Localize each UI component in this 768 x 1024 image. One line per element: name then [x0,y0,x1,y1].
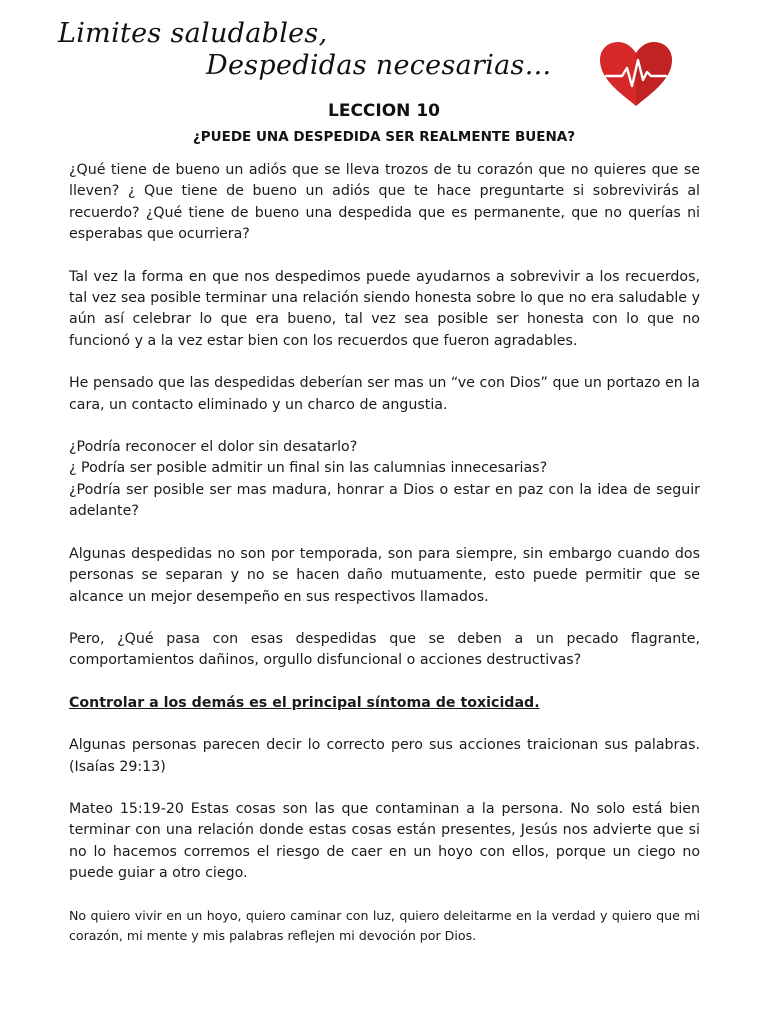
lesson-body [69,160,700,967]
question: ¿Podría ser posible ser mas madura, honrar a Dios o estar en paz con la idea de seguir adelante? [69,481,700,520]
question: ¿Podría reconocer el dolor sin desatarlo? [69,439,358,456]
questions-block [69,437,700,523]
question: ¿ Podría ser posible admitir un final sin las calumnias innecesarias? [69,460,548,477]
paragraph: Mateo 15:19-20 Estas cosas son las que contaminan a la persona. No solo está bien terminar con una relación donde estas cosas están presentes, Jesús nos advierte que si no lo hacemos corremos el riesgo de caer en un hoyo con ellos, porque un ciego no puede guiar a otro ciego. [69,800,700,882]
paragraph: ¿Qué tiene de bueno un adiós que se lleva trozos de tu corazón que no quieres que se lleven? ¿ Que tiene de bueno un adiós que te hace preguntarte si sobrevivirás al recuerdo? ¿Qué tiene de bueno una despedida que es permanente, que no querías ni esperabas que ocurriera? [69,162,700,243]
lesson-subtitle: ¿PUEDE UNA DESPEDIDA SER REALMENTE BUENA? [192,129,576,145]
lesson-number: LECCION 10 [328,101,440,121]
paragraph: Pero, ¿Qué pasa con esas despedidas que se deben a un pecado flagrante, comportamientos dañinos, orgullo disfuncional o acciones destructivas? [69,630,700,669]
section-heading: Controlar a los demás es el principal síntoma de toxicidad. [69,694,540,711]
title-line-1: Limites saludables, [58,18,328,49]
paragraph: Tal vez la forma en que nos despedimos puede ayudarnos a sobrevivir a los recuerdos, tal vez sea posible terminar una relación siendo honesta sobre lo que no era saludable y aún así celebrar lo que era bueno, tal vez sea posible ser honesta con lo que no funcionó y a la vez estar bien con los recuerdos que fueron agradables. [69,268,700,349]
paragraph: Algunas personas parecen decir lo correcto pero sus acciones traicionan sus palabras. (Isaías 29:13) [69,737,700,775]
heart-pulse-icon [598,40,674,108]
paragraph: He pensado que las despedidas deberían ser mas un “ve con Dios” que un portazo en la cara, un contacto eliminado y un charco de angustia. [69,375,700,413]
title-line-2: Despedidas necesarias... [206,50,552,81]
closing-paragraph: No quiero vivir en un hoyo, quiero caminar con luz, quiero deleitarme en la verdad y quiero que mi corazón, mi mente y mis palabras reflejen mi devoción por Dios. [69,907,700,943]
paragraph: Algunas despedidas no son por temporada, son para siempre, sin embargo cuando dos personas se separan y no se hacen daño mutuamente, esto puede permitir que se alcance un mejor desempeño en sus respectivos llamados. [69,545,700,605]
